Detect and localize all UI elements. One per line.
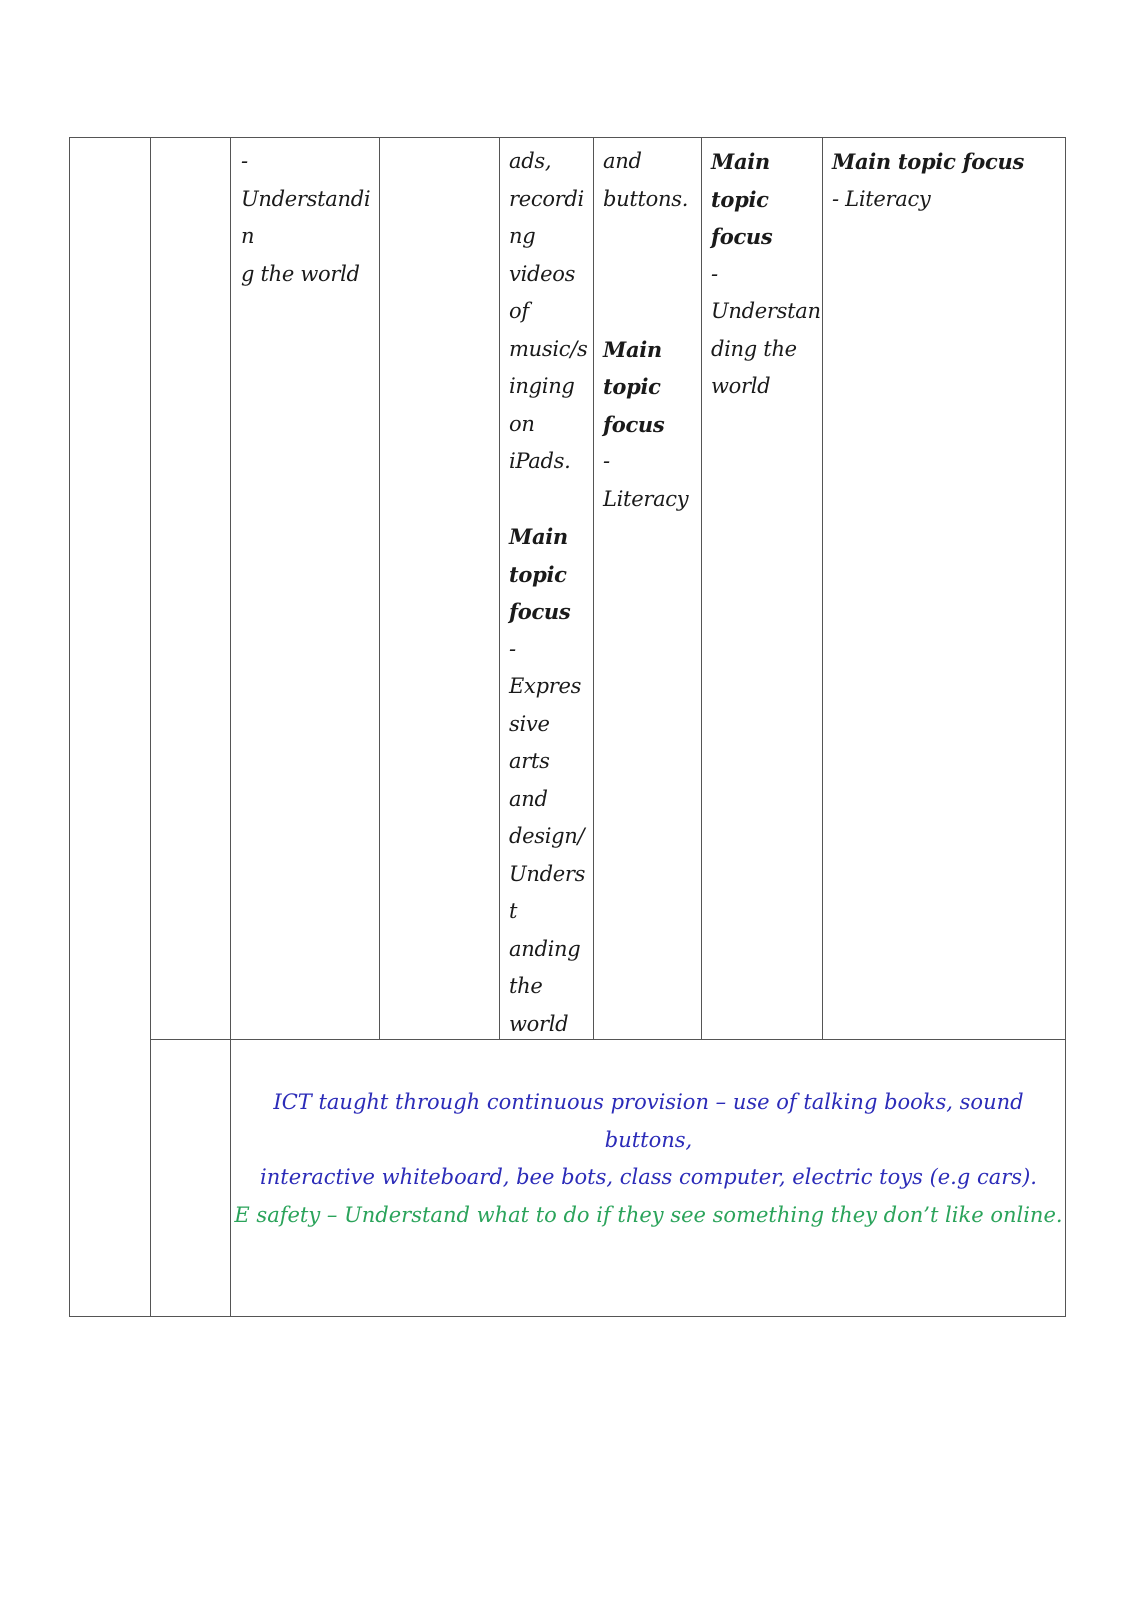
- spacer: [603, 256, 699, 294]
- col-divider-5: [593, 137, 594, 1040]
- ict-provision-note: [231, 1084, 1066, 1234]
- col-divider-3: [379, 137, 380, 1040]
- focus-text: -: [711, 261, 718, 286]
- text-line: music/s: [509, 336, 588, 361]
- text-line: on: [509, 411, 535, 436]
- cell-col8-row1: [832, 143, 1062, 218]
- row-divider: [150, 1039, 1066, 1040]
- focus-text: Underst: [509, 861, 586, 923]
- focus-text: arts: [509, 749, 550, 773]
- focus-text: Literacy: [603, 486, 689, 511]
- cell-col6-row1: [603, 143, 699, 518]
- focus-title: topic: [603, 374, 661, 399]
- focus-title: topic: [509, 561, 567, 587]
- focus-text: -: [603, 449, 610, 473]
- text-line: Understandin: [241, 186, 371, 248]
- col-divider-1: [150, 137, 151, 1317]
- table-border-left: [69, 137, 70, 1317]
- focus-text: sive: [509, 711, 550, 736]
- spacer: [603, 218, 699, 256]
- text-line: -: [241, 149, 248, 173]
- esafety-line: E safety – Understand what to do if they see something they don’t like online.: [234, 1202, 1063, 1227]
- focus-title: focus: [509, 599, 571, 624]
- focus-title: focus: [603, 411, 665, 437]
- focus-text: world: [711, 374, 771, 398]
- cell-col3-row1: [241, 143, 376, 293]
- text-line: of: [509, 299, 529, 323]
- spacer: [509, 481, 593, 519]
- text-line: videos: [509, 261, 576, 286]
- text-line: buttons.: [603, 186, 689, 211]
- text-line: inging: [509, 374, 575, 398]
- text-line: recordi: [509, 186, 584, 211]
- text-line: ads,: [509, 149, 552, 173]
- cell-col5-row1: [509, 143, 593, 1043]
- focus-text: design/: [509, 824, 585, 848]
- text-line: and: [603, 149, 642, 173]
- ict-line: ICT taught through continuous provision – use of talking books, sound buttons,: [273, 1090, 1024, 1152]
- text-line: g the world: [241, 261, 360, 286]
- focus-title: Main topic focus: [832, 149, 1024, 174]
- focus-text: anding: [509, 936, 581, 961]
- focus-title: topic: [711, 186, 769, 212]
- focus-title: focus: [711, 224, 773, 249]
- focus-title: Main: [711, 149, 770, 174]
- focus-text: the: [509, 974, 543, 998]
- focus-text: ding the: [711, 336, 797, 361]
- spacer: [603, 293, 699, 331]
- focus-title: Main: [509, 524, 568, 549]
- table-border-top: [69, 137, 1066, 138]
- focus-text: world: [509, 1011, 569, 1036]
- ict-line: interactive whiteboard, bee bots, class computer, electric toys (e.g cars).: [260, 1165, 1037, 1189]
- focus-text: - Literacy: [832, 186, 931, 211]
- focus-text: Expres: [509, 674, 582, 698]
- col-divider-4: [499, 137, 500, 1040]
- focus-text: and: [509, 786, 548, 811]
- col-divider-6: [701, 137, 702, 1040]
- cell-col7-row1: [711, 143, 821, 406]
- focus-text: Understan: [711, 299, 821, 323]
- col-divider-7: [822, 137, 823, 1040]
- focus-text: -: [509, 636, 516, 661]
- focus-title: Main: [603, 336, 662, 362]
- text-line: iPads.: [509, 449, 571, 473]
- text-line: ng: [509, 224, 536, 248]
- table-border-bottom: [69, 1316, 1066, 1317]
